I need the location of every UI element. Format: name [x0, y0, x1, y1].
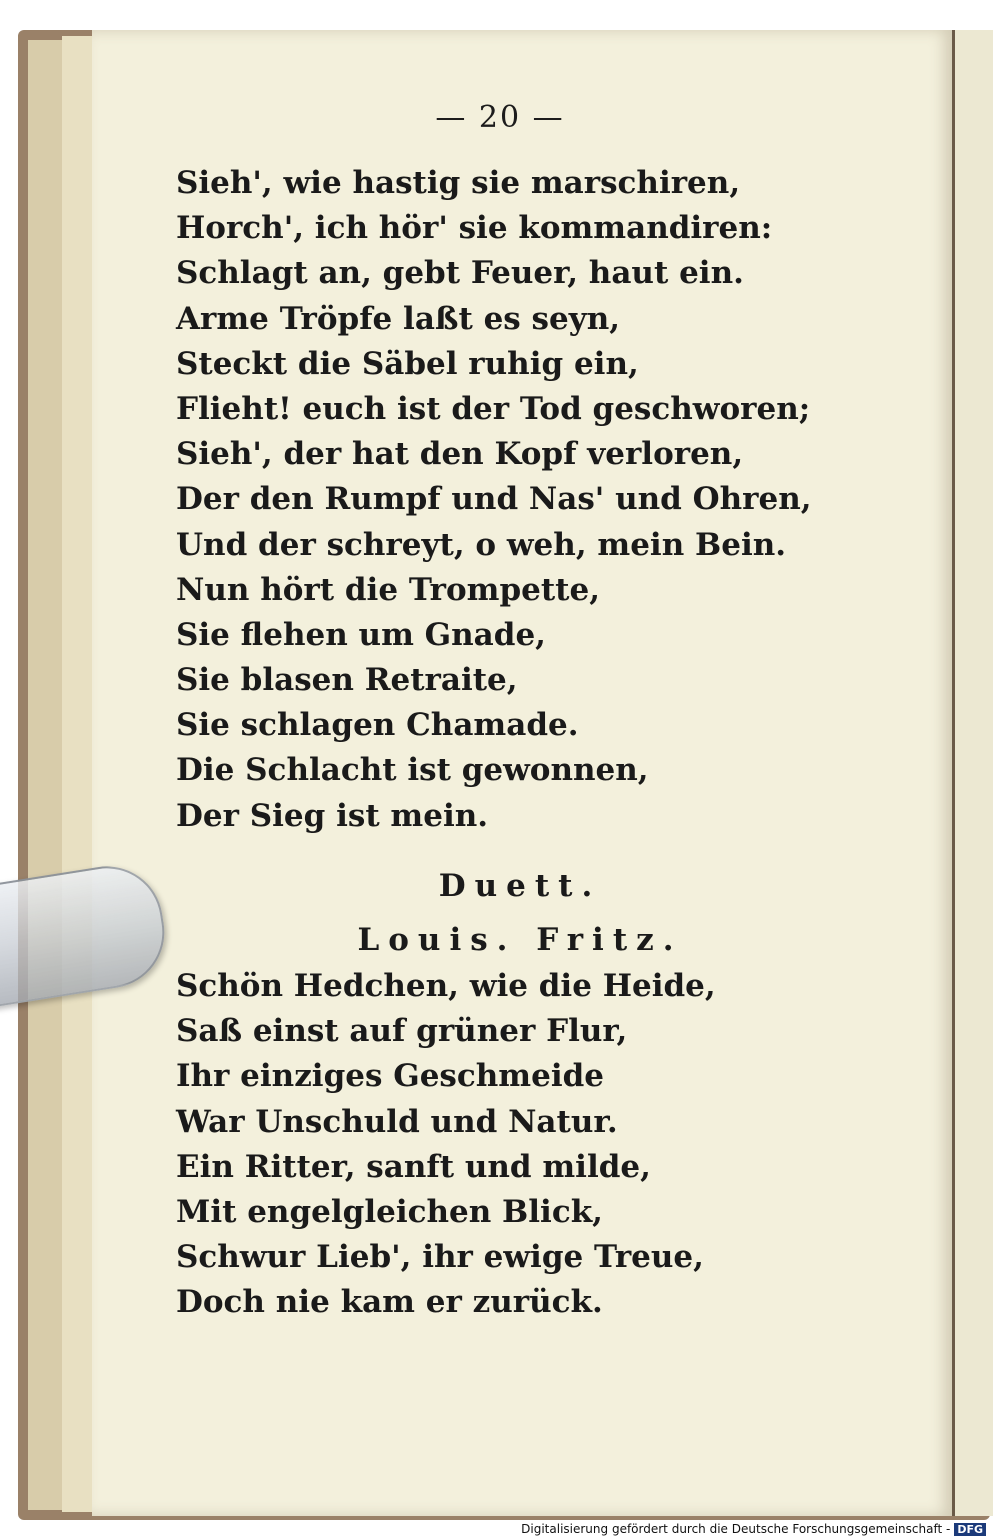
verse-line: Sie schlagen Chamade. [176, 707, 579, 744]
verse-line: Saß einst auf grüner Flur, [176, 1013, 628, 1050]
verse-line: Schlagt an, gebt Feuer, haut ein. [176, 255, 744, 292]
dfg-logo-icon: DFG [954, 1523, 986, 1536]
facing-page-edge [952, 30, 993, 1516]
verse-line: Schwur Lieb', ihr ewige Treue, [176, 1239, 704, 1276]
verse-line: Die Schlacht ist gewonnen, [176, 752, 649, 789]
footer-text: Digitalisierung gefördert durch die Deutsche Forschungsgemeinschaft - [521, 1522, 951, 1536]
verse-line: Sieh', der hat den Kopf verloren, [176, 436, 744, 473]
verse-line: Horch', ich hör' sie kommandiren: [176, 210, 773, 247]
verse-line: Der Sieg ist mein. [176, 797, 489, 834]
verse-line: Flieht! euch ist der Tod geschworen; [176, 390, 811, 427]
verse-line: Steckt die Säbel ruhig ein, [176, 345, 639, 382]
duet-title: Duett. [438, 868, 602, 904]
page-number: — 20 — [435, 100, 565, 135]
verse-line: Der den Rumpf und Nas' und Ohren, [176, 481, 812, 518]
verse-line: Sie flehen um Gnade, [176, 616, 546, 653]
verse-block-1 [176, 161, 816, 839]
verse-line: Und der schreyt, o weh, mein Bein. [176, 526, 787, 563]
verse-line: Mit engelgleichen Blick, [176, 1193, 603, 1230]
verse-line: Doch nie kam er zurück. [176, 1284, 603, 1321]
verse-line: War Unschuld und Natur. [176, 1103, 618, 1140]
verse-line: Sie blasen Retraite, [176, 662, 518, 699]
verse-line: Ihr einziges Geschmeide [176, 1058, 604, 1095]
verse-line: Ein Ritter, sanft und milde, [176, 1148, 651, 1185]
duet-roles: Louis. Fritz. [357, 922, 683, 958]
digitization-footer [521, 1522, 986, 1536]
verse-line: Schön Hedchen, wie die Heide, [176, 968, 716, 1004]
verse-block-2 [176, 964, 816, 1326]
verse-line: Nun hört die Trompette, [176, 571, 601, 608]
verse-line: Sieh', wie hastig sie marschiren, [176, 165, 741, 201]
verse-line: Arme Tröpfe laßt es seyn, [176, 300, 621, 337]
